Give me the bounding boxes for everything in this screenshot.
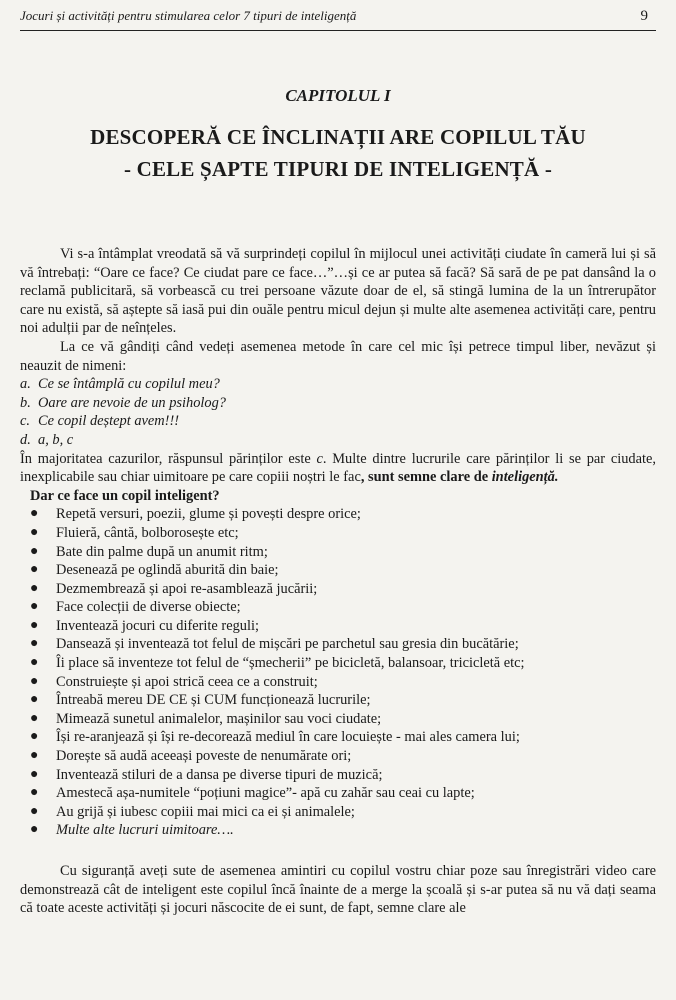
answer-list bbox=[20, 375, 656, 449]
bullet-icon: ● bbox=[30, 748, 39, 764]
list-item bbox=[20, 580, 656, 599]
list-item-text: Dansează și inventează tot felul de mișcări pe parchetul sau gresia din bucătărie; bbox=[56, 636, 519, 653]
bullet-icon: ● bbox=[30, 766, 39, 782]
answer-c-emphasis: c bbox=[316, 450, 323, 467]
list-item-text: Inventează jocuri cu diferite reguli; bbox=[56, 617, 259, 634]
section-heading: Dar ce face un copil inteligent? bbox=[30, 487, 220, 504]
bullet-list bbox=[20, 505, 656, 840]
paragraph-answer bbox=[20, 450, 656, 487]
answer-item bbox=[20, 394, 656, 413]
bullet-icon: ● bbox=[30, 822, 39, 838]
bullet-icon: ● bbox=[30, 729, 39, 745]
running-title: Jocuri și activități pentru stimularea celor 7 tipuri de inteligență bbox=[20, 8, 357, 23]
bullet-icon: ● bbox=[30, 803, 39, 819]
list-item-text: Amestecă așa-numitele “poțiuni magice”- apă cu zahăr sau ceai cu lapte; bbox=[56, 785, 475, 802]
body-text bbox=[20, 245, 656, 918]
list-item bbox=[20, 728, 656, 747]
list-item-text: Desenează pe oglindă aburită din baie; bbox=[56, 562, 279, 579]
list-item bbox=[20, 617, 656, 636]
list-item-text: Fluieră, cântă, bolborosește etc; bbox=[56, 524, 239, 541]
list-item bbox=[20, 710, 656, 729]
answer-letter: c. bbox=[20, 413, 30, 430]
list-item-text: Multe alte lucruri uimitoare…. bbox=[56, 822, 234, 839]
list-item bbox=[20, 691, 656, 710]
bullet-icon: ● bbox=[30, 655, 39, 671]
bullet-icon: ● bbox=[30, 562, 39, 578]
paragraph-closing: Cu siguranță aveți sute de asemenea amintiri cu copilul vostru chiar poze sau înregistrări video care demonstrează cât de inteligent este copilul încă înainte de a merge la școală și s-ar putea să nu vă dați seama că toate aceste activități și jocuri născocite de ei sunt, de fapt, semne clare ale bbox=[20, 863, 656, 917]
answer-text: Ce se întâmplă cu copilul meu? bbox=[38, 376, 220, 393]
list-item-text: Repetă versuri, poezii, glume și povești despre orice; bbox=[56, 506, 361, 523]
paragraph-answer-start: În majoritatea cazurilor, răspunsul părinților este bbox=[20, 450, 317, 467]
bullet-icon: ● bbox=[30, 636, 39, 652]
chapter-title bbox=[0, 121, 676, 185]
answer-letter: b. bbox=[20, 394, 31, 411]
paragraph-intro: Vi s-a întâmplat vreodată să vă surprindeți copilul în mijlocul unei activități ciudate în cameră lui și să vă întrebați: “Oare ce face? Ce ciudat pare ce face…”…și ce ar putea să facă? Să sară de pe pat dansând la o reclamă publicitară, să vorbească cu trei persoane văzute doar de el, să stingă lumina de la un întrerupător care nu există, să aștepte să iasă pui din ouăle pentru micul dejun și multe alte asemenea activități care, pentru noi adulții par de neînțeles. bbox=[20, 246, 656, 337]
list-item bbox=[20, 524, 656, 543]
paragraph-answer-bold: , sunt semne clare de bbox=[360, 469, 492, 486]
list-item bbox=[20, 543, 656, 562]
list-item-text: Construiește și apoi strică ceea ce a construit; bbox=[56, 673, 318, 690]
list-item-text: Întreabă mereu DE CE și CUM funcționează lucrurile; bbox=[56, 692, 371, 709]
bullet-icon: ● bbox=[30, 617, 39, 633]
bullet-icon: ● bbox=[30, 506, 39, 522]
list-item bbox=[20, 766, 656, 785]
list-item-text: Bate din palme după un anumit ritm; bbox=[56, 543, 268, 560]
chapter-label: CAPITOLUL I bbox=[285, 86, 391, 105]
list-item-text: Inventează stiluri de a dansa pe diverse tipuri de muzică; bbox=[56, 766, 383, 783]
bullet-icon: ● bbox=[30, 673, 39, 689]
list-item-text: Dorește să audă aceeași poveste de nenumărate ori; bbox=[56, 748, 352, 765]
bullet-icon: ● bbox=[30, 524, 39, 540]
answer-item bbox=[20, 412, 656, 431]
bullet-icon: ● bbox=[30, 599, 39, 615]
answer-letter: a. bbox=[20, 376, 31, 393]
list-item-text: Îi place să inventeze tot felul de “șmecherii” pe bicicletă, balansoar, tricicletă etc; bbox=[56, 655, 525, 672]
answer-letter: d. bbox=[20, 431, 31, 448]
list-item bbox=[20, 635, 656, 654]
list-item bbox=[20, 598, 656, 617]
list-item bbox=[20, 784, 656, 803]
answer-item bbox=[20, 431, 656, 450]
paragraph-answer-middle: . Multe dintre lucrurile care părinților li se par ciudate, inexplicabile sau chiar uimitoare pe care copiii noștri le fac bbox=[20, 450, 656, 486]
list-item bbox=[20, 505, 656, 524]
paragraph-question: La ce vă gândiți când vedeți asemenea metode în care cel mic își petrece timpul liber, nevăzut și neauzit de nimeni: bbox=[20, 338, 656, 374]
bullet-icon: ● bbox=[30, 785, 39, 801]
answer-text: a, b, c bbox=[38, 431, 74, 448]
running-header bbox=[20, 8, 656, 25]
chapter-title-line-1: DESCOPERĂ CE ÎNCLINAȚII ARE COPILUL TĂU bbox=[90, 125, 586, 149]
answer-text: Ce copil deștept avem!!! bbox=[38, 413, 180, 430]
list-item-text: Mimează sunetul animalelor, mașinilor sau voci ciudate; bbox=[56, 710, 382, 727]
list-item bbox=[20, 747, 656, 766]
page-number: 9 bbox=[640, 8, 648, 24]
list-item bbox=[20, 673, 656, 692]
list-item bbox=[20, 803, 656, 822]
answer-text: Oare are nevoie de un psiholog? bbox=[38, 394, 226, 411]
list-item bbox=[20, 561, 656, 580]
list-item-text: Face colecții de diverse obiecte; bbox=[56, 599, 241, 616]
list-item-text: Au grijă și iubesc copiii mai mici ca ei și animalele; bbox=[56, 803, 355, 820]
list-item-text: Își re-aranjează și își re-decorează mediul în care locuiește - mai ales camera lui; bbox=[56, 729, 520, 746]
bullet-icon: ● bbox=[30, 580, 39, 596]
bullet-icon: ● bbox=[30, 543, 39, 559]
chapter-title-line-2: - CELE ȘAPTE TIPURI DE INTELIGENȚĂ - bbox=[123, 157, 553, 181]
header-rule bbox=[20, 30, 656, 31]
bullet-icon: ● bbox=[30, 710, 39, 726]
list-item-text: Dezmembrează și apoi re-asamblează jucării; bbox=[56, 580, 318, 597]
list-item bbox=[20, 654, 656, 673]
list-item bbox=[20, 821, 656, 840]
answer-item bbox=[20, 375, 656, 394]
bullet-icon: ● bbox=[30, 692, 39, 708]
paragraph-answer-bold-italic: inteligență. bbox=[491, 469, 559, 486]
